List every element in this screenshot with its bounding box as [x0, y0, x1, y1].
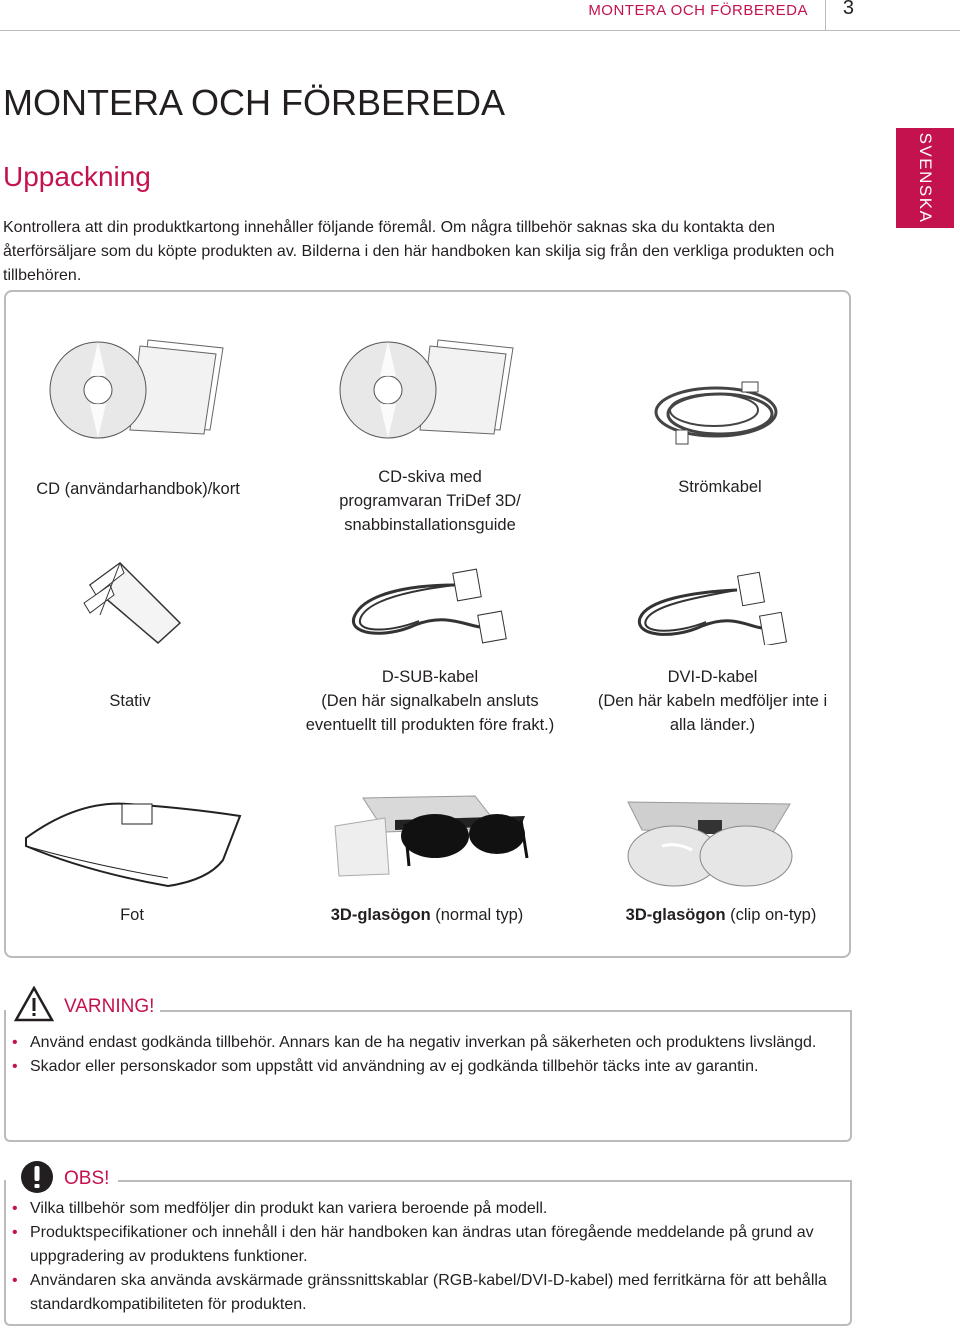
- note-item: • Användaren ska använda avskärmade gränssnittskablar (RGB-kabel/DVI-D-kabel) med ferritkärna för att behålla standardkompatibiliteten för produkten.: [12, 1272, 827, 1313]
- page-title: MONTERA OCH FÖRBEREDA: [3, 82, 506, 123]
- cd-tridef-image: [338, 330, 518, 440]
- glasses-clip-image: [622, 798, 797, 890]
- caption-cd-tridef-line2: programvaran TriDef 3D/: [339, 492, 521, 510]
- cd-manual-image: [48, 330, 228, 440]
- caption-cd-tridef-line1: CD-skiva med: [378, 468, 482, 486]
- warning-list: [12, 1031, 832, 1079]
- note-item: • Produktspecifikationer och innehåll i den här handboken kan ändras utan föregående meddelande på grund av uppgradering av produktens funktioner.: [12, 1224, 814, 1265]
- page-header: [0, 0, 960, 31]
- header-section-title: MONTERA OCH FÖRBEREDA: [588, 2, 808, 19]
- caption-dvid-line2: (Den här kabeln medföljer inte i: [597, 692, 828, 710]
- caption-glasses-normal: [300, 903, 554, 927]
- dvid-cable-image: [632, 570, 792, 645]
- caption-dvid-line3: alla länder.): [669, 716, 756, 734]
- warning-item: • Använd endast godkända tillbehör. Annars kan de ha negativ inverkan på säkerheten och produktens livslängd.: [12, 1034, 817, 1051]
- glasses-normal-image: [325, 790, 535, 880]
- foot-image: [18, 798, 248, 890]
- power-cable-image: [650, 378, 790, 448]
- stand-image: [80, 555, 190, 650]
- warning-title: VARNING!: [64, 996, 155, 1017]
- caption-dsub-line3: eventuellt till produkten före frakt.): [305, 716, 555, 734]
- language-tab: [896, 128, 954, 228]
- language-tab-label: SVENSKA: [916, 132, 935, 224]
- caption-glasses-clip: [594, 903, 848, 927]
- section-subtitle: Uppackning: [3, 161, 151, 192]
- caption-glasses-normal-rest: (normal typ): [430, 906, 524, 924]
- caption-glasses-clip-rest: (clip on-typ): [725, 906, 817, 924]
- dsub-cable-image: [345, 565, 520, 645]
- caption-glasses-normal-bold: 3D-glasögon: [330, 906, 431, 924]
- warning-item: • Skador eller personskador som uppstått vid användning av ej godkända tillbehör täcks inte av garantin.: [12, 1058, 759, 1075]
- intro-paragraph: Kontrollera att din produktkartong innehåller följande föremål. Om några tillbehör saknas ska du kontakta den återförsäljare som du köpte produkten av. Bilderna i den här handboken kan skilja sig från den verkliga produkten och tillbehören.: [3, 219, 835, 284]
- caption-foot: Fot: [120, 906, 144, 924]
- header-divider: [825, 0, 826, 30]
- caption-dsub-line1: D-SUB-kabel: [381, 668, 479, 686]
- note-title: OBS!: [64, 1168, 110, 1189]
- caption-dsub-line2: (Den här signalkabeln ansluts: [321, 692, 539, 710]
- note-item: • Vilka tillbehör som medföljer din produkt kan variera beroende på modell.: [12, 1200, 548, 1217]
- page-number: 3: [842, 0, 854, 19]
- caption-dvid-line1: DVI-D-kabel: [667, 668, 758, 686]
- caption-stand: Stativ: [109, 692, 151, 710]
- caption-cd-manual: CD (användarhandbok)/kort: [36, 480, 240, 498]
- note-list: [12, 1197, 832, 1317]
- caption-glasses-clip-bold: 3D-glasögon: [625, 906, 726, 924]
- caption-power-cable: Strömkabel: [678, 478, 762, 496]
- caption-cd-tridef-line3: snabbinstallationsguide: [344, 516, 516, 534]
